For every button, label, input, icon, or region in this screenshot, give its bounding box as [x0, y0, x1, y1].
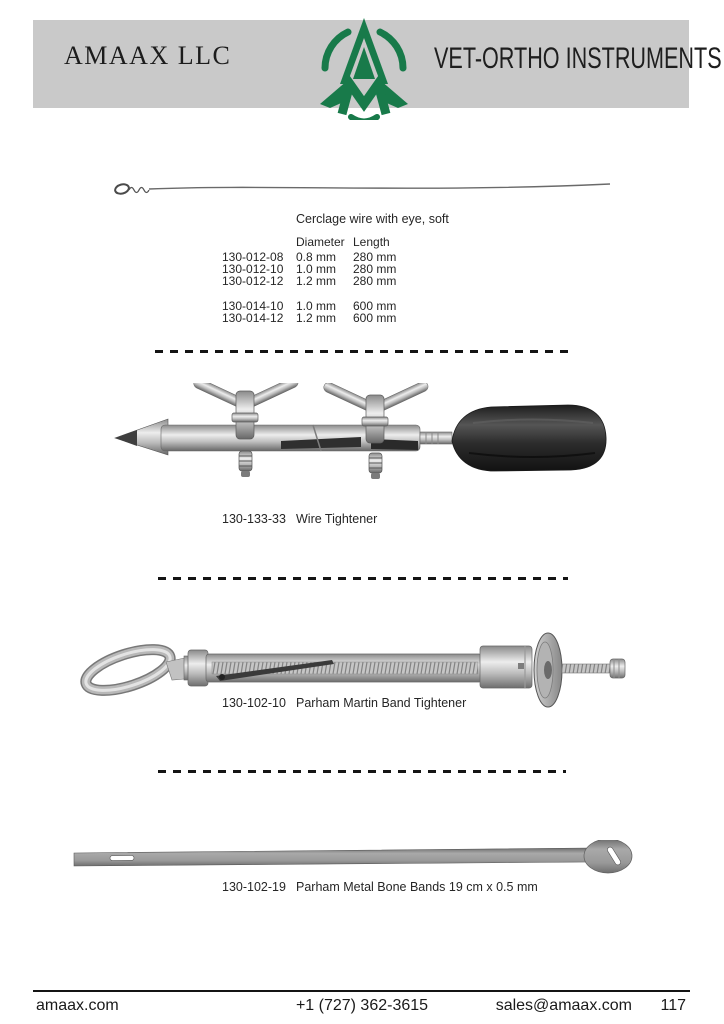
- cerclage-title: Cerclage wire with eye, soft: [296, 212, 449, 226]
- product-name: Parham Martin Band Tightener: [296, 696, 467, 710]
- length-value: 600 mm: [353, 310, 397, 325]
- diameter-value: 1.0 mm: [296, 262, 337, 277]
- part-number: 130-012-10: [222, 262, 284, 277]
- length-value: 280 mm: [353, 274, 397, 289]
- bone-band-illustration: [70, 840, 635, 880]
- product-label: [222, 512, 377, 526]
- diameter-value: 1.0 mm: [296, 298, 337, 313]
- part-number: 130-102-10: [222, 696, 286, 710]
- dashed-separator: [158, 577, 568, 580]
- cerclage-wire-table: [222, 212, 522, 324]
- table-row: [222, 312, 522, 324]
- table-row: [222, 300, 522, 312]
- table-header-row: [222, 235, 522, 249]
- company-name: AMAAX LLC: [64, 41, 232, 70]
- part-number: 130-012-12: [222, 274, 284, 289]
- dashed-separator: [155, 350, 570, 353]
- diameter-value: 1.2 mm: [296, 310, 337, 325]
- cerclage-wire-illustration: [110, 178, 615, 200]
- footer-rule: [33, 990, 690, 992]
- length-value: 280 mm: [353, 250, 397, 264]
- product-label: [222, 696, 466, 710]
- amaax-logo-icon: [318, 16, 410, 120]
- column-header-diameter: Diameter: [296, 235, 345, 249]
- diameter-value: 0.8 mm: [296, 250, 337, 264]
- diameter-value: 1.2 mm: [296, 274, 337, 289]
- part-number: 130-014-10: [222, 298, 284, 313]
- footer-phone: +1 (727) 362-3615: [295, 997, 429, 1014]
- product-label: [222, 880, 538, 894]
- footer-website: amaax.com: [36, 997, 119, 1014]
- page-number: 117: [660, 997, 686, 1014]
- footer-email: sales@amaax.com: [495, 997, 632, 1014]
- product-name: Parham Metal Bone Bands 19 cm x 0.5 mm: [296, 880, 538, 894]
- part-number: 130-102-19: [222, 880, 286, 894]
- part-number: 130-133-33: [222, 512, 286, 526]
- product-name: Wire Tightener: [296, 512, 378, 526]
- part-number: 130-014-12: [222, 310, 284, 325]
- wire-tightener-illustration: [113, 383, 610, 495]
- catalog-title: VET-ORTHO INSTRUMENTS: [434, 42, 722, 75]
- dashed-separator: [158, 770, 566, 773]
- length-value: 280 mm: [353, 262, 397, 277]
- part-number: 130-012-08: [222, 250, 284, 264]
- table-row: [222, 275, 522, 287]
- column-header-length: Length: [353, 235, 390, 249]
- length-value: 600 mm: [353, 298, 397, 313]
